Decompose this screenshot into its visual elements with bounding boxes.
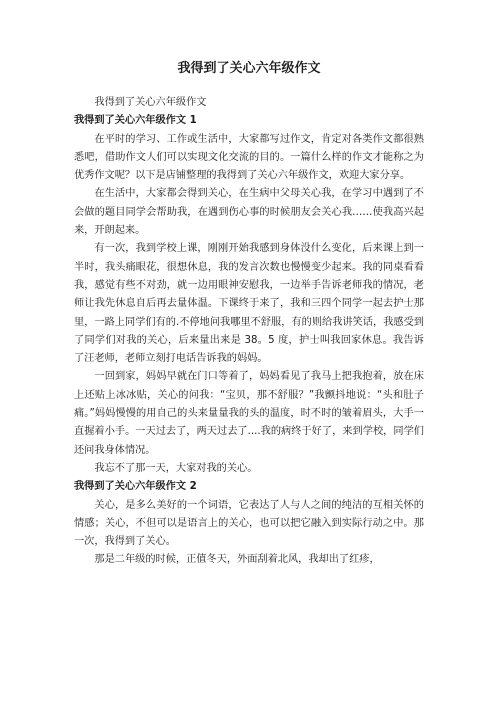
paragraph: 那是二年级的时候，正值冬天，外面刮着北风，我却出了红疹， <box>94 554 380 566</box>
paragraph: 我忘不了那一天，大家对我的关心。 <box>94 462 258 474</box>
document-subtitle: 我得到了关心六年级作文 <box>94 97 207 108</box>
section-heading-1: 我得到了关心六年级作文 1 <box>74 115 197 127</box>
paragraph: 一回到家，妈妈早就在门口等着了，妈妈看见了我马上把我抱着，放在床上还贴上冰冰贴，关心的问我：“宝贝，那不舒服？”我颤抖地说：“头和肚子痛。”妈妈慢慢的用自己的头来量量我的头的温度，时不时的皱着眉头，大手一直握着小手。一天过去了，两天过去了....我的病终于好了，来到学校，同学们还问我身体情况。 <box>74 371 424 456</box>
paragraph: 在生活中，大家都会得到关心，在生病中父母关心我，在学习中遇到了不会做的题目同学会帮助我，在遇到伤心事的时候朋友会关心我……使我高兴起来，开朗起来。 <box>74 188 424 237</box>
paragraph: 关心，是多么美好的一个词语，它表达了人与人之间的纯洁的互相关怀的情感；关心，不但可以是语言上的关心，也可以把它融入到实际行动之中。那一次，我得到了关心。 <box>74 499 424 548</box>
document-title: 我得到了关心六年级作文 <box>177 61 321 76</box>
paragraph-intro: 在平时的学习、工作或生活中，大家都写过作文，肯定对各类作文都很熟悉吧，借助作文人们可以实现文化交流的目的。一篇什么样的作文才能称之为优秀作文呢？以下是店铺整理的我得到了关心六年级作文，欢迎大家分享。 <box>74 133 424 182</box>
section-heading-2: 我得到了关心六年级作文 2 <box>74 481 197 493</box>
paragraph: 有一次，我到学校上课，刚刚开始我感到身体没什么变化，后来课上到一半时，我头痛眼花，很想休息，我的发言次数也慢慢变少起来。我的同桌看看我，感觉有些不对劲，就一边用眼神安慰我，一边举手告诉老师我的情况，老师让我先休息自后再去量体温。下课终于来了，我和三四个同学一起去护士那里，一路上同学们有的.不停地问我哪里不舒服，有的则给我讲笑话，我感受到了同学们对我的关心，后来量出来是 38。5 度，护士叫我回家休息。我告诉了汪老师，老师立刻打电话告诉我的妈妈。 <box>74 243 424 365</box>
